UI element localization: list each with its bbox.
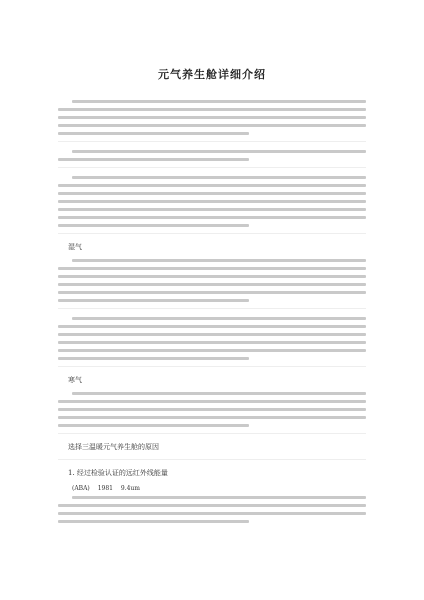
- paragraph-divider: [58, 433, 366, 434]
- paragraph-divider: [58, 141, 366, 142]
- paragraph-divider: [58, 233, 366, 234]
- document-title: 元气养生舱详细介绍: [158, 68, 266, 81]
- paragraph-sauna-intro: [58, 176, 366, 227]
- paragraph-cold: [58, 392, 366, 427]
- legible-term: 1981: [97, 485, 113, 492]
- paragraph-divider: [58, 167, 366, 168]
- paragraph-far-infrared: [58, 496, 366, 523]
- section-heading-dampness: 湿气: [68, 243, 82, 251]
- section-heading-far-infrared: 1. 经过检验认证的远红外线能量: [68, 469, 168, 477]
- legible-terms: [72, 485, 366, 492]
- paragraph-divider: [58, 308, 366, 309]
- section-heading-cold: 寒气: [68, 376, 82, 384]
- section-heading-reasons: 选择三温暖元气养生舱的原因: [68, 443, 159, 451]
- paragraph-divider: [58, 366, 366, 367]
- paragraph-intro: [58, 100, 366, 135]
- legible-term: 9.4um: [120, 485, 140, 492]
- paragraph-divider: [58, 459, 366, 460]
- legible-term: (ABA): [72, 485, 90, 492]
- paragraph-dampness-definition: [58, 259, 366, 302]
- paragraph-dampness-symptoms: [58, 317, 366, 360]
- paragraph-modern-medicine: [58, 150, 366, 161]
